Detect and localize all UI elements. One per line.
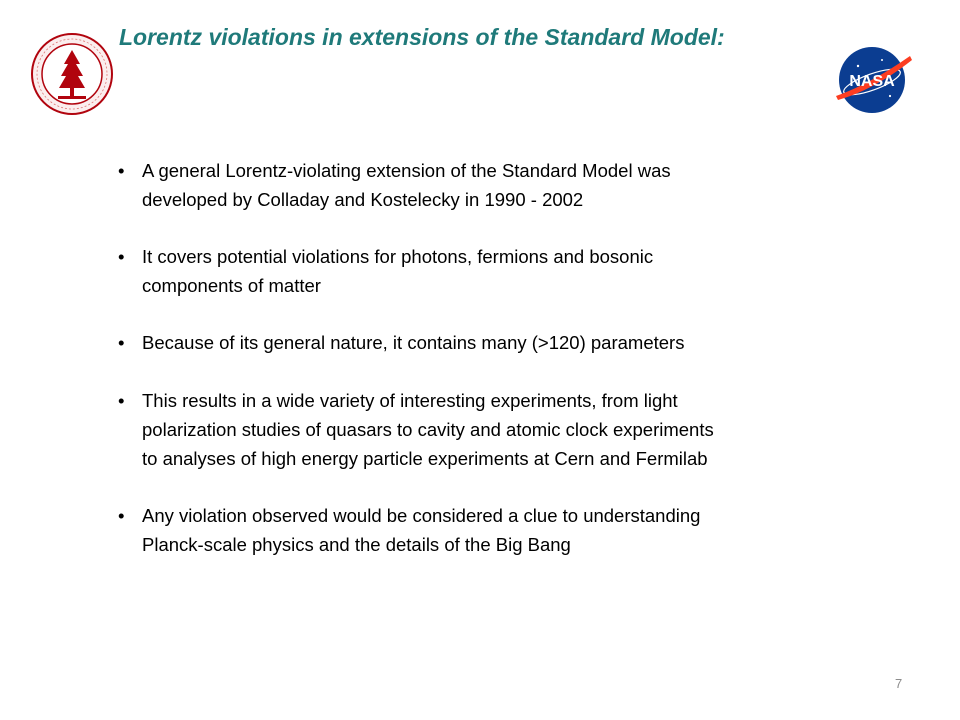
bullet-marker: • <box>118 160 125 181</box>
bullet-marker: • <box>118 332 125 353</box>
slide-title: Lorentz violations in extensions of the Standard Model: <box>119 24 725 50</box>
bullet-item <box>118 328 684 357</box>
bullet-item <box>118 242 653 300</box>
nasa-wordmark: NASA <box>849 73 895 90</box>
bullet-text-line: A general Lorentz-violating extension of the Standard Model was <box>142 160 671 181</box>
bullet-text-line: Any violation observed would be considered a clue to understanding <box>142 505 701 526</box>
bullet-text-line: Planck-scale physics and the details of the Big Bang <box>142 534 571 555</box>
bullet-item <box>118 156 671 214</box>
page-number: 7 <box>895 676 903 691</box>
bullet-marker: • <box>118 390 125 411</box>
nasa-meatball-icon <box>830 44 914 116</box>
bullet-item <box>118 501 700 559</box>
bullet-item <box>118 386 714 473</box>
stanford-seal-icon <box>30 32 114 116</box>
bullet-marker: • <box>118 246 125 267</box>
bullet-text-line: developed by Colladay and Kostelecky in 1990 - 2002 <box>142 189 584 210</box>
bullet-text-line: to analyses of high energy particle experiments at Cern and Fermilab <box>142 448 708 469</box>
bullet-text-line: It covers potential violations for photons, fermions and bosonic <box>142 246 654 267</box>
bullet-text-line: polarization studies of quasars to cavity and atomic clock experiments <box>142 419 714 440</box>
bullet-marker: • <box>118 505 125 526</box>
bullet-text-line: This results in a wide variety of interesting experiments, from light <box>142 390 678 411</box>
bullet-text-line: Because of its general nature, it contains many (>120) parameters <box>142 332 685 353</box>
bullet-text-line: components of matter <box>142 275 321 296</box>
